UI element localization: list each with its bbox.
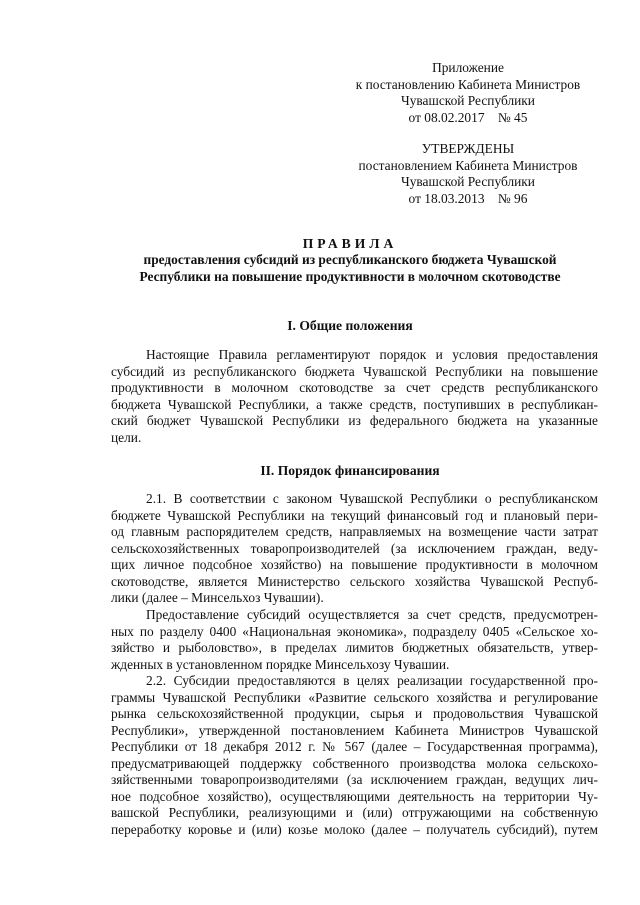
paragraph-line: Предоставление субсидий осуществляется за счет средств, предусмотрен- <box>146 607 598 622</box>
subtitle-line: Республики на повышение продуктивности в молочном скотоводстве <box>139 268 561 284</box>
paragraph-line: зяйство и рыболовство», в пределах лимитов бюджетных обязательств, утвер- <box>111 640 598 655</box>
paragraph-line: зяйственными товаропроизводителями (за исключением граждан, ведущих лич- <box>111 772 598 787</box>
paragraph-line: Настоящие Правила регламентируют порядок и условия предоставления <box>146 347 598 362</box>
paragraph <box>111 607 598 673</box>
rules-title: ПРАВИЛА <box>302 236 398 251</box>
paragraph-line: ский бюджет Чувашской Республики из федерального бюджета на указанные <box>111 413 598 428</box>
rules-subtitle <box>100 252 600 285</box>
appendix-line: Приложение <box>432 60 504 75</box>
paragraph-line: бюджете Чувашской Республики на текущий финансовый год и плановый пери- <box>111 507 598 523</box>
paragraph-line: 2.1. В соответствии с законом Чувашской Республики о республиканском <box>146 491 598 506</box>
appendix-line: к постановлению Кабинета Министров <box>355 76 581 92</box>
paragraph <box>111 673 598 838</box>
paragraph-line: Республики от 18 декабря 2012 г. № 567 (далее – Государственная программа), <box>111 739 598 754</box>
paragraph-line: субсидий из республиканского бюджета Чувашской Республики на повышение <box>111 363 598 379</box>
paragraph <box>111 491 598 607</box>
paragraph-line: предусматривающей поддержку собственного производства молока сельскохо- <box>111 755 598 771</box>
appendix-line: от 08.02.2017 № 45 <box>408 109 528 125</box>
paragraph-line: жденных в установленном порядке Минсельхозу Чувашии. <box>111 656 450 672</box>
paragraph <box>111 347 598 446</box>
appendix-line: Чувашской Республики <box>401 93 535 108</box>
paragraph-line: цели. <box>111 429 142 445</box>
paragraph-line: граммы Чувашской Республики «Развитие сельского хозяйства и регулирование <box>111 689 598 705</box>
approved-block <box>318 141 618 207</box>
paragraph-line: рынка сельскохозяйственной продукции, сырья и продовольствия Чувашской <box>111 706 598 721</box>
approved-line: от 18.03.2013 № 96 <box>408 190 528 206</box>
subtitle-line: предоставления субсидий из республиканского бюджета Чувашской <box>143 252 557 267</box>
paragraph-line: од главным распорядителем средств, направляемых на возмещение части затрат <box>111 524 598 539</box>
paragraph-line: лики (далее – Минсельхоз Чувашии). <box>111 590 324 605</box>
approved-line: Чувашской Республики <box>401 174 535 189</box>
appendix-block <box>318 60 618 126</box>
paragraph-line: ное подсобное хозяйство), осуществляющими деятельность на территории Чу- <box>111 788 598 804</box>
section-heading-general: I. Общие положения <box>287 318 413 333</box>
paragraph-line: бюджета Чувашской Республики, а также средств, поступивших в республикан- <box>111 396 598 412</box>
approved-line: постановлением Кабинета Министров <box>358 157 578 173</box>
paragraph-line: 2.2. Субсидии предоставляются в целях реализации государственной про- <box>146 673 598 688</box>
paragraph-line: переработку коровье и (или) козье молоко (далее – получатель субсидий), путем <box>111 821 598 837</box>
paragraph-line: скотоводстве, является Министерство сельского хозяйства Чувашской Респуб- <box>111 573 598 589</box>
paragraph-line: сельскохозяйственных товаропроизводителей (за исключением граждан, веду- <box>111 540 598 556</box>
approved-line: УТВЕРЖДЕНЫ <box>421 141 515 156</box>
paragraph-line: щих личное подсобное хозяйство) на повышение продуктивности в молочном <box>111 557 598 572</box>
paragraph-line: продуктивности в молочном скотоводстве за счет средств республиканского <box>111 380 598 395</box>
section-heading-financing: II. Порядок финансирования <box>260 463 440 478</box>
paragraph-line: ных по разделу 0400 «Национальная экономика», подразделу 0405 «Сельское хо- <box>111 623 598 639</box>
paragraph-line: Республики», утвержденной постановлением Кабинета Министров Чувашской <box>111 722 598 738</box>
paragraph-line: вашской Республики, реализующими и (или) отгружающими на собственную <box>111 805 598 820</box>
